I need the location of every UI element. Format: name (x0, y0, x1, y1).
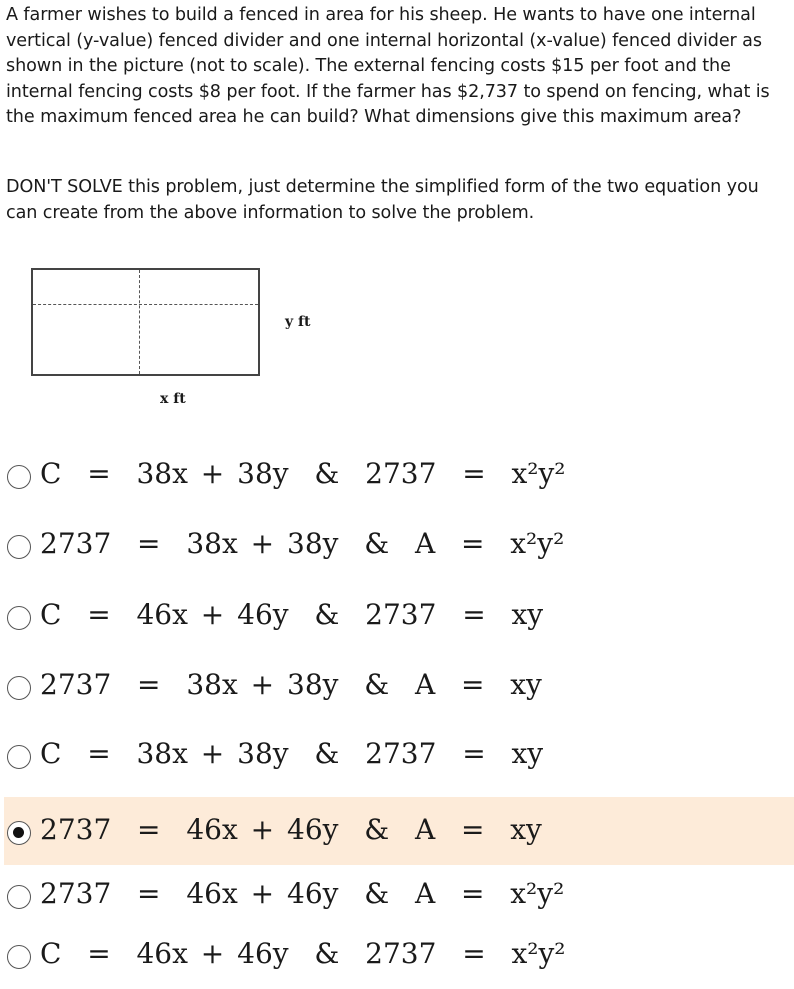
answer-option-7[interactable] (4, 861, 794, 929)
answer-option-2[interactable] (4, 511, 794, 579)
option-label: 2737 = 38x + 38y & A = xy (40, 668, 542, 701)
fence-diagram (31, 268, 260, 376)
radio-dot-icon (13, 827, 24, 838)
option-label: 2737 = 46x + 46y & A = xy (40, 813, 542, 846)
answer-option-5[interactable] (4, 721, 794, 789)
option-label: 2737 = 46x + 46y & A = x²y² (40, 877, 565, 910)
option-label: C = 38x + 38y & 2737 = xy (40, 737, 544, 770)
radio-button[interactable] (7, 821, 31, 845)
radio-button[interactable] (7, 745, 31, 769)
instruction-text: DON'T SOLVE this problem, just determine the simplified form of the two equation you can create from the above information to solve the problem. (6, 177, 759, 223)
option-label: C = 46x + 46y & 2737 = xy (40, 598, 544, 631)
option-label: 2737 = 38x + 38y & A = x²y² (40, 527, 565, 560)
radio-button[interactable] (7, 465, 31, 489)
y-dimension-label: y ft (285, 314, 311, 330)
radio-button[interactable] (7, 676, 31, 700)
answer-option-1[interactable] (4, 441, 794, 509)
answer-option-6[interactable] (4, 797, 794, 865)
radio-button[interactable] (7, 885, 31, 909)
question-text: A farmer wishes to build a fenced in area for his sheep. He wants to have one internal vertical (y-value) fenced divider and one internal horizontal (x-value) fenced divider as shown in the picture (not to scale). The external fencing costs $15 per foot and the internal fencing costs $8 per foot. If the farmer has $2,737 to spend on fencing, what is the maximum fenced area he can build? What dimensions give this maximum area? (6, 5, 770, 127)
option-label: C = 38x + 38y & 2737 = x²y² (40, 457, 566, 490)
answer-option-8[interactable] (4, 921, 794, 989)
answer-option-3[interactable] (4, 582, 794, 650)
horizontal-divider (33, 304, 258, 305)
answer-option-4[interactable] (4, 652, 794, 720)
vertical-divider (139, 270, 140, 374)
radio-button[interactable] (7, 535, 31, 559)
radio-button[interactable] (7, 606, 31, 630)
radio-button[interactable] (7, 945, 31, 969)
x-dimension-label: x ft (160, 391, 186, 407)
option-label: C = 46x + 46y & 2737 = x²y² (40, 937, 566, 970)
